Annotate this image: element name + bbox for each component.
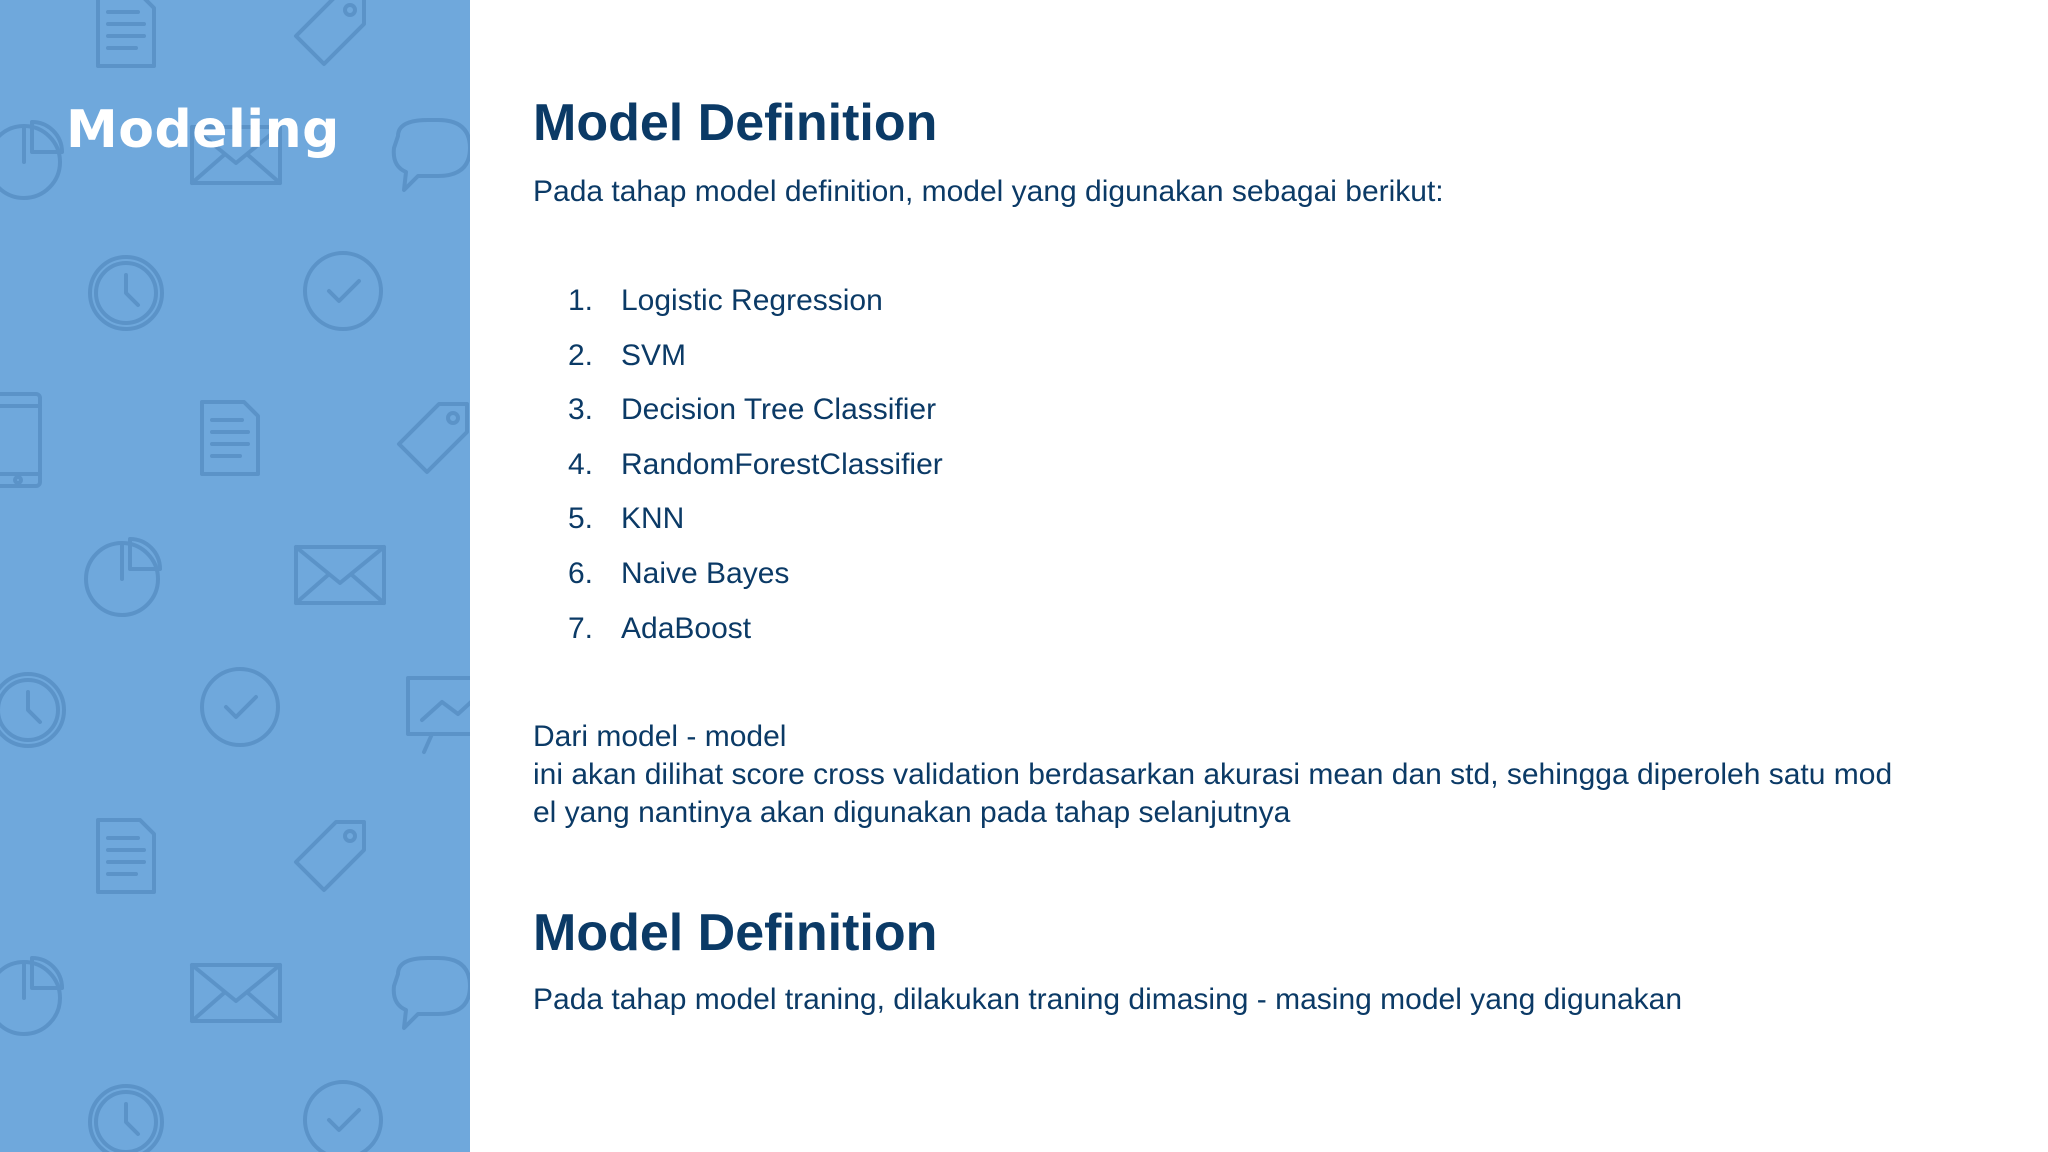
sidebar-panel xyxy=(0,0,470,1152)
clock-icon xyxy=(90,1086,162,1152)
speech-bubble-icon xyxy=(394,958,470,1028)
list-item-label: KNN xyxy=(621,502,685,536)
check-circle-icon xyxy=(305,253,381,329)
check-circle-icon xyxy=(305,1082,381,1152)
cross-validation-note xyxy=(533,718,1993,832)
icon-pattern-background xyxy=(0,0,470,1152)
list-item-label: Decision Tree Classifier xyxy=(621,393,937,427)
tag-icon xyxy=(399,404,467,472)
list-item-label: Logistic Regression xyxy=(621,284,883,317)
mail-icon xyxy=(192,965,280,1021)
tag-icon xyxy=(296,0,364,64)
document-icon xyxy=(202,402,258,474)
section-heading-model-training: Model Definition xyxy=(533,904,938,962)
pie-chart-icon xyxy=(86,539,160,615)
check-circle-icon xyxy=(202,669,278,745)
list-item-number: 6. xyxy=(568,556,594,590)
pie-chart-icon xyxy=(0,958,62,1034)
list-item-number: 1. xyxy=(568,284,594,317)
speech-bubble-icon xyxy=(394,120,470,190)
sidebar-title: Modeling xyxy=(66,100,340,160)
note-line-2: ini akan dilihat score cross validation berdasarkan akurasi mean dan std, sehingga diperoleh satu mod xyxy=(533,758,1893,791)
section-heading-model-definition: Model Definition xyxy=(533,94,938,152)
list-item-number: 3. xyxy=(568,393,594,427)
list-item-number: 2. xyxy=(568,338,594,372)
list-item-label: AdaBoost xyxy=(621,611,752,645)
list-item-label: RandomForestClassifier xyxy=(621,447,943,481)
pie-chart-icon xyxy=(0,122,62,198)
tablet-icon xyxy=(0,394,40,486)
list-item-label: SVM xyxy=(621,338,687,372)
clock-icon xyxy=(90,257,162,329)
note-line-1: Dari model - model xyxy=(533,720,787,753)
section-training-text: Pada tahap model traning, dilakukan traning dimasing - masing model yang digunakan xyxy=(533,983,1683,1016)
note-line-3: el yang nantinya akan digunakan pada tahap selanjutnya xyxy=(533,796,1291,829)
mail-icon xyxy=(296,547,384,603)
document-icon xyxy=(98,0,154,66)
list-item-label: Naive Bayes xyxy=(621,556,790,590)
section-intro-text: Pada tahap model definition, model yang digunakan sebagai berikut: xyxy=(533,175,1444,208)
tag-icon xyxy=(296,822,364,890)
main-content xyxy=(533,0,2013,1152)
presentation-chart-icon xyxy=(408,678,470,752)
list-item-number: 7. xyxy=(568,611,594,645)
list-item-number: 4. xyxy=(568,447,594,481)
clock-icon xyxy=(0,674,64,746)
document-icon xyxy=(98,820,154,892)
list-item-number: 5. xyxy=(568,502,594,536)
